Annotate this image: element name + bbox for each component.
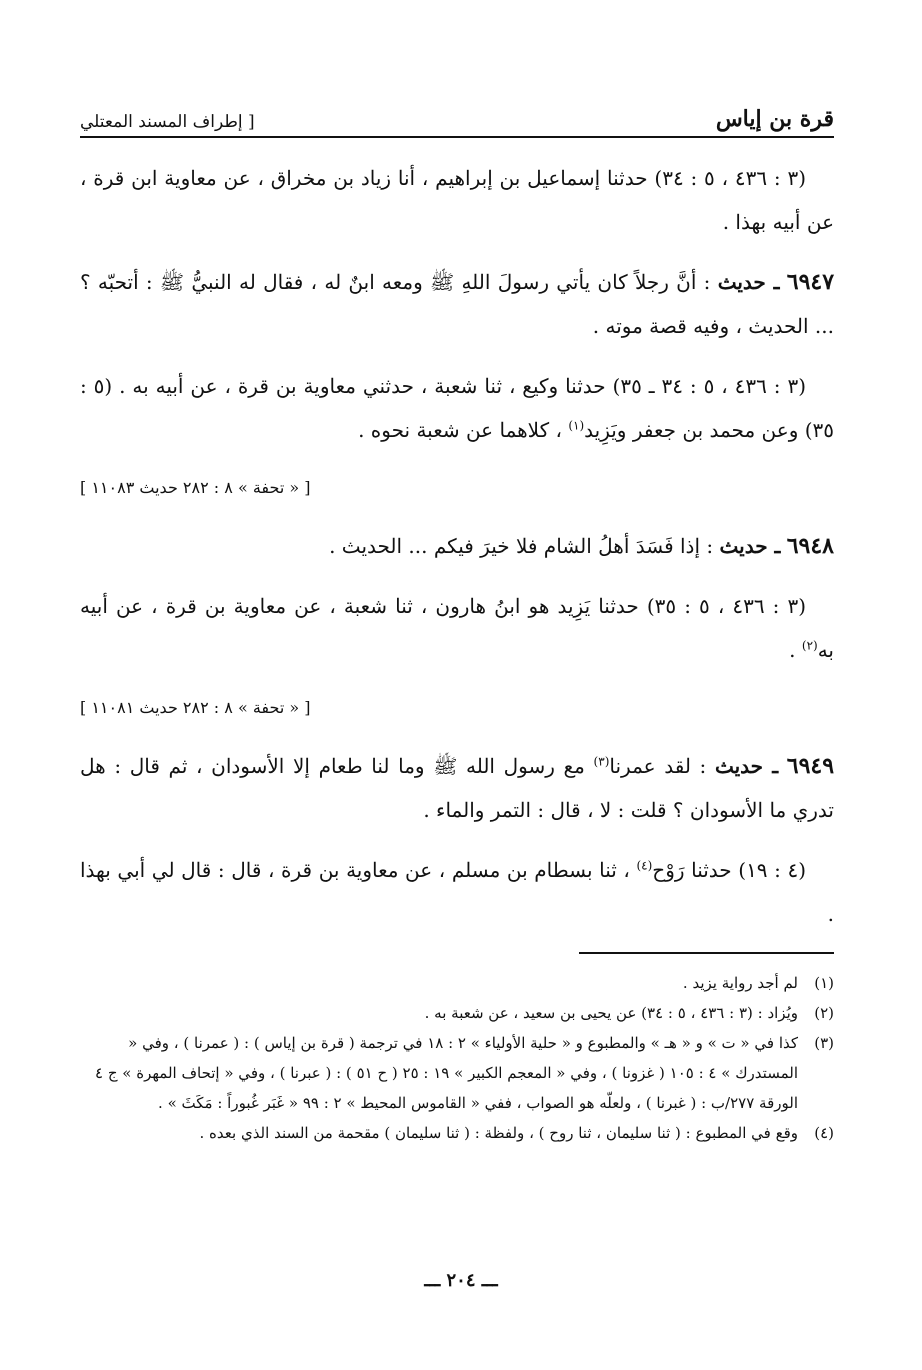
- footnote-ref-3[interactable]: (٣): [593, 754, 610, 769]
- isnad-text-tail: ، كلاهما عن شعبة نحوه .: [358, 418, 562, 442]
- hadith-text-cont: مع رسول الله ﷺ وما لنا طعام إلا الأسودان ، ثم قال : هل تدري ما الأسودان ؟ قلت : لا ، قال : التمر والماء .: [80, 754, 834, 822]
- hadith-text: : أنَّ رجلاً كان يأتي رسولَ اللهِ ﷺ ومعه ابنٌ له ، فقال له النبيُّ ﷺ : أتحبّه ؟ ... الحديث ، وفيه قصة موته .: [80, 270, 834, 338]
- footnote-text: ويُزاد : (٣ : ٤٣٦ ، ٥ : ٣٤) عن يحيى بن سعيد ، عن شعبة به .: [424, 1004, 798, 1022]
- footnote-ref-2[interactable]: (٢): [801, 638, 818, 653]
- footnote-label: (٣): [814, 1034, 834, 1052]
- header-section-title: قرة بن إياس: [715, 106, 834, 132]
- isnad-paragraph-3: [80, 584, 834, 672]
- header-book-title: [ إطراف المسند المعتلي: [80, 112, 255, 132]
- footnote-label: (٢): [814, 1004, 834, 1022]
- running-header: [80, 92, 834, 138]
- isnad-text-tail: ، ثنا بسطام بن مسلم ، عن معاوية بن قرة ، قال : قال لي أبي بهذا .: [80, 858, 834, 926]
- footnote-2: [80, 998, 834, 1028]
- footnote-1: [80, 968, 834, 998]
- isnad-text: (٤ : ١٩) حدثنا رَوْح: [652, 858, 807, 882]
- hadith-6947: [80, 260, 834, 348]
- isnad-paragraph-2: [80, 364, 834, 452]
- isnad-text: (٣ : ٤٣٦ ، ٥ : ٣٥) حدثنا يَزِيد هو ابنُ هارون ، ثنا شعبة ، عن معاوية بن قرة ، عن أبيه به: [80, 594, 834, 662]
- main-text: [80, 156, 834, 936]
- footnotes: [80, 968, 834, 1148]
- page-number: ـــ ٢٠٤ ـــ: [424, 1270, 498, 1291]
- footnote-text: لم أجد رواية يزيد .: [682, 974, 798, 992]
- isnad-text: (٣ : ٤٣٦ ، ٥ : ٣٤ ـ ٣٥) حدثنا وكيع ، ثنا شعبة ، حدثني معاوية بن قرة ، عن أبيه به . (٥ : ٣٥) وعن محمد بن جعفر ويَزِيد: [80, 374, 834, 442]
- footnote-label: (٤): [814, 1124, 834, 1142]
- footnote-4: [80, 1118, 834, 1148]
- hadith-number: ٦٩٤٨: [786, 533, 834, 559]
- hadith-text: : إذا فَسَدَ أهلُ الشام فلا خيرَ فيكم ... الحديث .: [329, 534, 714, 558]
- hadith-6949: [80, 744, 834, 832]
- isnad-text-tail: .: [789, 638, 796, 662]
- isnad-paragraph-4: [80, 848, 834, 936]
- isnad-paragraph-1: (٣ : ٤٣٦ ، ٥ : ٣٤) حدثنا إسماعيل بن إبراهيم ، أنا زياد بن مخراق ، عن معاوية ابن قرة ، عن أبيه بهذا .: [80, 166, 834, 234]
- tuhfa-reference-2: [ « تحفة » ٨ : ٢٨٢ حديث ١١٠٨١ ]: [80, 698, 311, 717]
- hadith-number: ٦٩٤٧: [786, 269, 835, 295]
- footnote-text: وقع في المطبوع : ( ثنا سليمان ، ثنا روح ) ، ولفظة : ( ثنا سليمان ) مقحمة من السند الذي بعده .: [199, 1124, 798, 1142]
- hadith-label: ـ حديث: [717, 270, 780, 294]
- hadith-label: ـ حديث: [719, 534, 781, 558]
- hadith-6948: [80, 524, 834, 568]
- footnote-ref-4[interactable]: (٤): [636, 858, 653, 873]
- footnote-label: (١): [814, 974, 834, 992]
- hadith-label: ـ حديث: [714, 754, 779, 778]
- footnote-3: [80, 1028, 834, 1118]
- footnote-divider: [579, 952, 834, 954]
- document-page: [80, 92, 834, 1370]
- hadith-number: ٦٩٤٩: [786, 753, 835, 779]
- tuhfa-reference-1: [ « تحفة » ٨ : ٢٨٢ حديث ١١٠٨٣ ]: [80, 478, 311, 497]
- footnote-ref-1[interactable]: (١): [568, 418, 585, 433]
- hadith-text: : لقد عمرنا: [609, 754, 707, 778]
- footnote-text: كذا في « ت » و « هـ » والمطبوع و « حلية الأولياء » ٢ : ١٨ في ترجمة ( قرة بن إياس ) : ( عمرنا ) ، وفي « المستدرك » ٤ : ١٠٥ ( غزونا ) ، وفي « المعجم الكبير » ١٩ : ٢٥ ( ح ٥١ ) : ( عبرنا ) ، وفي « إتحاف المهرة » ج ٤ الورقة ٢٧٧/ب : ( غبرنا ) ، ولعلّه هو الصواب ، ففي « القاموس المحيط » ٢ : ٩٩ « غَبَر غُبوراً : مَكَثَ » .: [95, 1034, 798, 1112]
